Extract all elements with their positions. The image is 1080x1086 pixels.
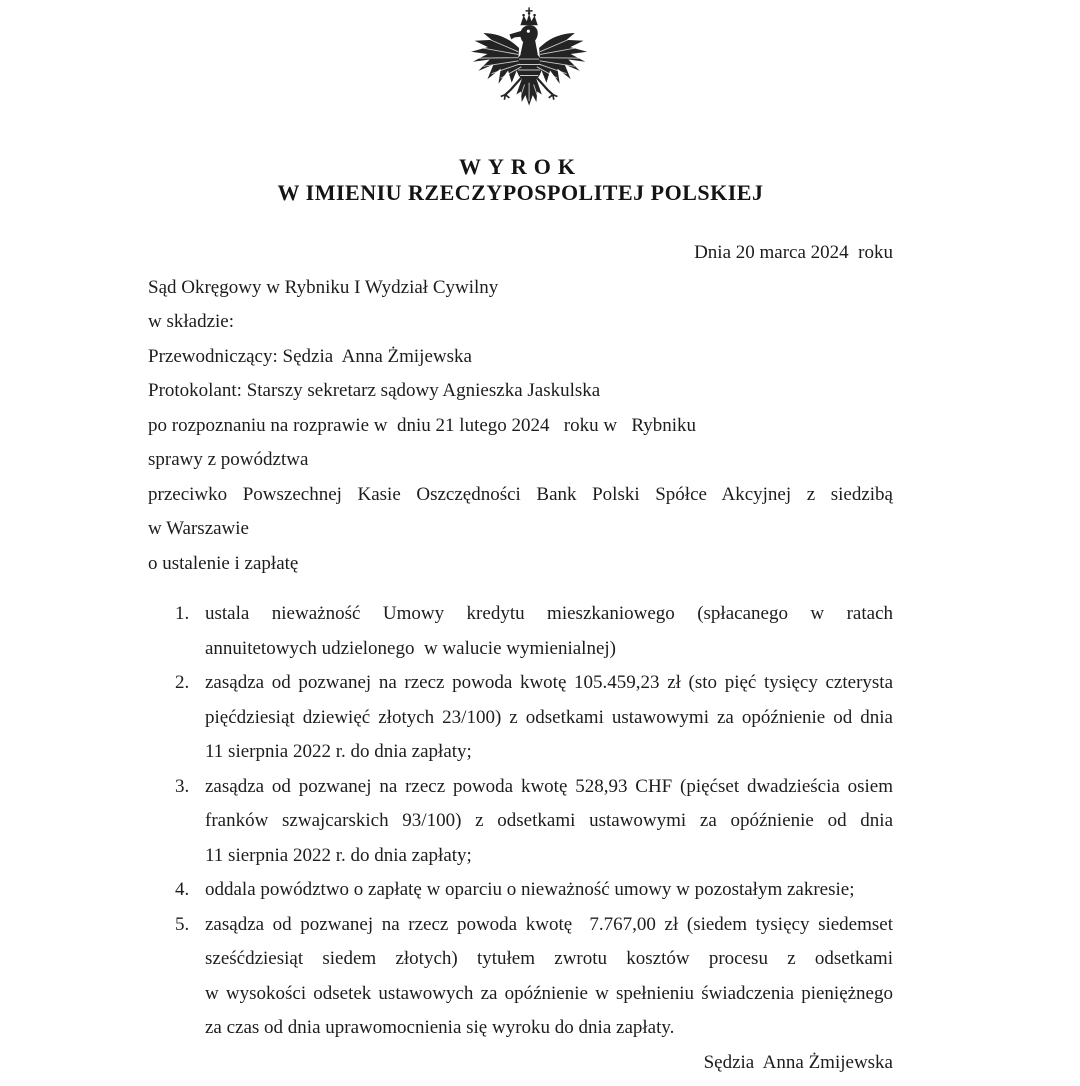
intro-line: Przewodniczący: Sędzia Anna Żmijewska	[148, 345, 472, 367]
ruling-line: ustala nieważność Umowy kredytu mieszkaniowego (spłacanego w ratach	[205, 603, 893, 624]
ruling-item	[148, 666, 893, 770]
case-intro-section	[148, 271, 893, 582]
ruling-number: 3.	[175, 775, 190, 797]
ruling-number: 5.	[175, 913, 190, 935]
ruling-line: annuitetowych udzielonego w walucie wymienialnej)	[205, 637, 617, 659]
document-heading	[148, 154, 893, 206]
ruling-line: 11 sierpnia 2022 r. do dnia zapłaty;	[205, 741, 472, 762]
intro-line: w Warszawie	[148, 518, 249, 539]
judgment-subtitle: W IMIENIU RZECZYPOSPOLITEJ POLSKIEJ	[277, 180, 764, 205]
judge-signature: Sędzia Anna Żmijewska	[703, 1051, 893, 1073]
ruling-line: zasądza od pozwanej na rzecz powoda kwotę 105.459,23 zł (sto pięć tysięcy czterysta	[205, 672, 893, 693]
ruling-line: 11 sierpnia 2022 r. do dnia zapłaty;	[205, 844, 472, 866]
ruling-line: zasądza od pozwanej na rzecz powoda kwotę 7.767,00 zł (siedem tysięcy siedemset	[205, 913, 893, 935]
ruling-item	[148, 770, 893, 874]
document-page	[0, 6, 1080, 1086]
intro-line: Sąd Okręgowy w Rybniku I Wydział Cywilny	[148, 276, 499, 298]
ruling-line: sześćdziesiąt siedem złotych) tytułem zwrotu kosztów procesu z odsetkami	[205, 948, 893, 969]
ruling-number: 1.	[175, 603, 190, 624]
ruling-number: 4.	[175, 879, 190, 900]
judgment-date: Dnia 20 marca 2024 roku	[694, 242, 893, 263]
ruling-line: oddala powództwo o zapłatę w oparciu o nieważność umowy w pozostałym zakresie;	[205, 879, 855, 900]
document-content	[148, 154, 893, 1080]
ruling-line: franków szwajcarskich 93/100) z odsetkami ustawowymi za opóźnienie od dnia	[205, 810, 893, 831]
ruling-line: za czas od dnia uprawomocnienia się wyroku do dnia zapłaty.	[205, 1017, 675, 1038]
ruling-line: zasądza od pozwanej na rzecz powoda kwotę 528,93 CHF (pięćset dwadzieścia osiem	[205, 775, 893, 797]
intro-line: przeciwko Powszechnej Kasie Oszczędności Bank Polski Spółce Akcyjnej z siedzibą	[148, 483, 893, 505]
intro-line: po rozpoznaniu na rozprawie w dniu 21 lutego 2024 roku w Rybniku	[148, 414, 697, 436]
intro-line: sprawy z powództwa	[148, 449, 309, 470]
ruling-item	[148, 597, 893, 666]
polish-eagle-emblem	[464, 6, 596, 134]
ruling-line: pięćdziesiąt dziewięć złotych 23/100) z odsetkami ustawowymi za opóźnienie od dnia	[205, 706, 893, 728]
ruling-item	[148, 908, 893, 1046]
intro-line: o ustalenie i zapłatę	[148, 552, 299, 574]
rulings-list	[148, 597, 893, 1046]
polish-eagle-icon	[464, 6, 596, 134]
ruling-item	[148, 873, 893, 908]
ruling-line: w wysokości odsetek ustawowych za opóźnienie w spełnieniu świadczenia pieniężnego	[205, 982, 893, 1004]
judgment-title: WYROK	[459, 154, 582, 179]
intro-line: Protokolant: Starszy sekretarz sądowy Agnieszka Jaskulska	[148, 380, 601, 401]
ruling-number: 2.	[175, 672, 190, 693]
intro-line: w składzie:	[148, 311, 235, 332]
